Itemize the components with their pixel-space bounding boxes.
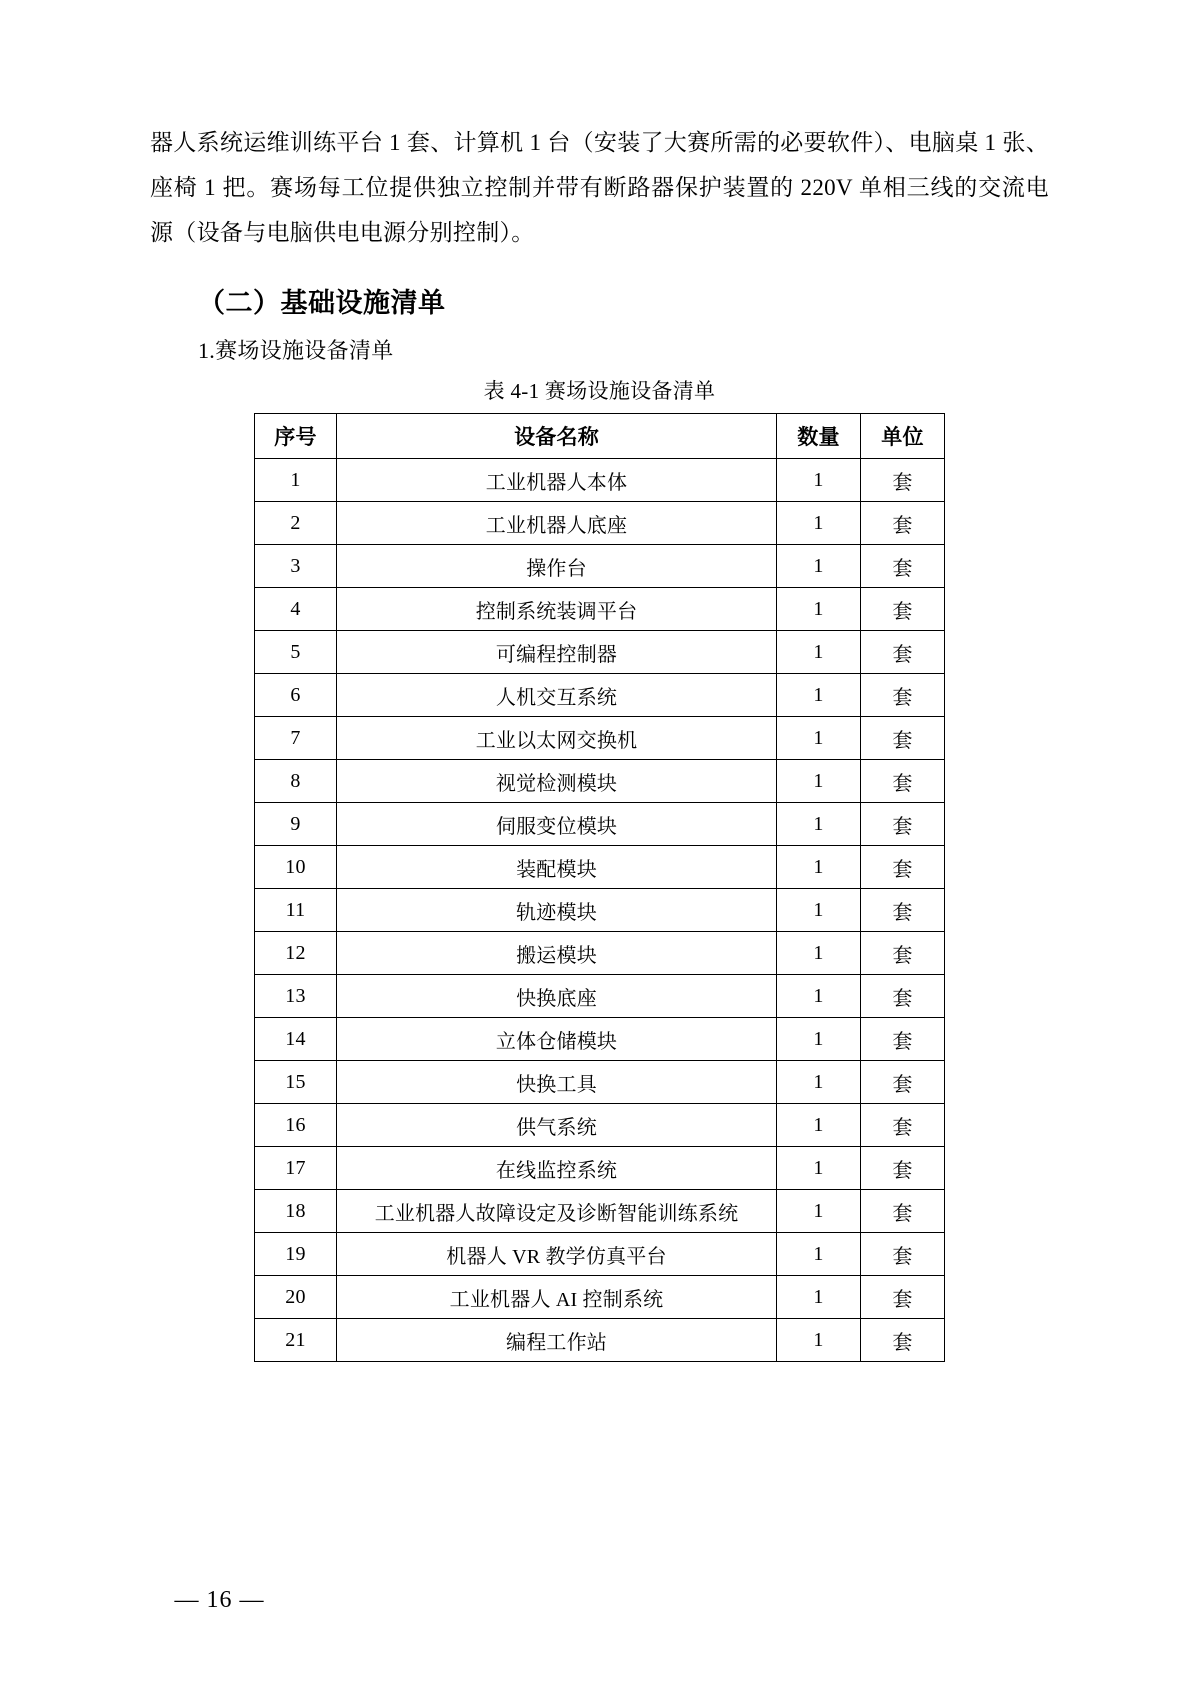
cell-unit: 套 (861, 1018, 945, 1061)
cell-unit: 套 (861, 717, 945, 760)
cell-unit: 套 (861, 760, 945, 803)
cell-quantity: 1 (777, 1104, 861, 1147)
cell-index: 10 (255, 846, 337, 889)
table-row (255, 1018, 945, 1061)
cell-unit: 套 (861, 1061, 945, 1104)
cell-name: 人机交互系统 (337, 674, 777, 717)
cell-quantity: 1 (777, 502, 861, 545)
cell-unit: 套 (861, 889, 945, 932)
equipment-table (254, 413, 945, 1362)
cell-name: 轨迹模块 (337, 889, 777, 932)
cell-unit: 套 (861, 975, 945, 1018)
cell-quantity: 1 (777, 588, 861, 631)
column-header-name: 设备名称 (337, 414, 777, 459)
cell-quantity: 1 (777, 760, 861, 803)
cell-index: 3 (255, 545, 337, 588)
section-heading: （二）基础设施清单 (198, 288, 446, 319)
table-row (255, 502, 945, 545)
cell-unit: 套 (861, 545, 945, 588)
cell-name: 立体仓储模块 (337, 1018, 777, 1061)
table-header-row (255, 414, 945, 459)
table-row (255, 631, 945, 674)
cell-unit: 套 (861, 1233, 945, 1276)
cell-unit: 套 (861, 1104, 945, 1147)
cell-unit: 套 (861, 674, 945, 717)
cell-unit: 套 (861, 631, 945, 674)
table-row (255, 1147, 945, 1190)
table-row (255, 889, 945, 932)
table-row (255, 760, 945, 803)
cell-quantity: 1 (777, 545, 861, 588)
table-row (255, 1104, 945, 1147)
cell-quantity: 1 (777, 674, 861, 717)
table-row (255, 932, 945, 975)
cell-name: 机器人 VR 教学仿真平台 (337, 1233, 777, 1276)
cell-index: 16 (255, 1104, 337, 1147)
table-row (255, 1319, 945, 1362)
cell-quantity: 1 (777, 1276, 861, 1319)
intro-paragraph: 器人系统运维训练平台 1 套、计算机 1 台（安装了大赛所需的必要软件）、电脑桌 1 张、座椅 1 把。赛场每工位提供独立控制并带有断路器保护装置的 220V 单相三线的交流电源（设备与电脑供电电源分别控制）。 (150, 130, 1049, 245)
cell-quantity: 1 (777, 1233, 861, 1276)
table-row (255, 803, 945, 846)
column-header-quantity: 数量 (777, 414, 861, 459)
cell-unit: 套 (861, 846, 945, 889)
cell-index: 21 (255, 1319, 337, 1362)
cell-name: 快换底座 (337, 975, 777, 1018)
cell-name: 可编程控制器 (337, 631, 777, 674)
cell-quantity: 1 (777, 1319, 861, 1362)
cell-unit: 套 (861, 1147, 945, 1190)
page-footer (0, 1587, 1199, 1614)
cell-name: 工业机器人底座 (337, 502, 777, 545)
cell-unit: 套 (861, 932, 945, 975)
cell-name: 视觉检测模块 (337, 760, 777, 803)
cell-name: 装配模块 (337, 846, 777, 889)
table-row (255, 717, 945, 760)
cell-index: 9 (255, 803, 337, 846)
cell-quantity: 1 (777, 631, 861, 674)
cell-quantity: 1 (777, 459, 861, 502)
cell-name: 操作台 (337, 545, 777, 588)
cell-name: 在线监控系统 (337, 1147, 777, 1190)
table-row (255, 459, 945, 502)
table-row (255, 545, 945, 588)
cell-unit: 套 (861, 1190, 945, 1233)
cell-index: 15 (255, 1061, 337, 1104)
cell-name: 快换工具 (337, 1061, 777, 1104)
table-row (255, 674, 945, 717)
cell-index: 18 (255, 1190, 337, 1233)
cell-quantity: 1 (777, 1018, 861, 1061)
cell-quantity: 1 (777, 975, 861, 1018)
page-number: — 16 — (174, 1587, 265, 1613)
cell-name: 工业以太网交换机 (337, 717, 777, 760)
table-row (255, 1233, 945, 1276)
cell-unit: 套 (861, 1319, 945, 1362)
table-row (255, 1276, 945, 1319)
table-row (255, 1061, 945, 1104)
cell-name: 搬运模块 (337, 932, 777, 975)
cell-name: 供气系统 (337, 1104, 777, 1147)
cell-index: 13 (255, 975, 337, 1018)
cell-quantity: 1 (777, 717, 861, 760)
cell-unit: 套 (861, 459, 945, 502)
column-header-unit: 单位 (861, 414, 945, 459)
table-row (255, 846, 945, 889)
cell-quantity: 1 (777, 932, 861, 975)
cell-unit: 套 (861, 588, 945, 631)
cell-index: 14 (255, 1018, 337, 1061)
cell-quantity: 1 (777, 1147, 861, 1190)
table-row (255, 588, 945, 631)
cell-name: 工业机器人故障设定及诊断智能训练系统 (337, 1190, 777, 1233)
cell-unit: 套 (861, 803, 945, 846)
cell-unit: 套 (861, 502, 945, 545)
table-row (255, 975, 945, 1018)
cell-name: 编程工作站 (337, 1319, 777, 1362)
cell-index: 5 (255, 631, 337, 674)
cell-name: 控制系统装调平台 (337, 588, 777, 631)
cell-name: 伺服变位模块 (337, 803, 777, 846)
column-header-index: 序号 (255, 414, 337, 459)
cell-index: 19 (255, 1233, 337, 1276)
cell-index: 8 (255, 760, 337, 803)
cell-name: 工业机器人本体 (337, 459, 777, 502)
cell-unit: 套 (861, 1276, 945, 1319)
cell-index: 2 (255, 502, 337, 545)
cell-index: 20 (255, 1276, 337, 1319)
cell-quantity: 1 (777, 1061, 861, 1104)
cell-quantity: 1 (777, 846, 861, 889)
cell-quantity: 1 (777, 1190, 861, 1233)
cell-index: 4 (255, 588, 337, 631)
cell-index: 6 (255, 674, 337, 717)
cell-index: 1 (255, 459, 337, 502)
table-row (255, 1190, 945, 1233)
cell-quantity: 1 (777, 889, 861, 932)
cell-quantity: 1 (777, 803, 861, 846)
cell-index: 12 (255, 932, 337, 975)
cell-index: 7 (255, 717, 337, 760)
cell-name: 工业机器人 AI 控制系统 (337, 1276, 777, 1319)
cell-index: 11 (255, 889, 337, 932)
sub-heading: 1.赛场设施设备清单 (198, 338, 394, 363)
cell-index: 17 (255, 1147, 337, 1190)
table-caption: 表 4-1 赛场设施设备清单 (483, 379, 716, 403)
